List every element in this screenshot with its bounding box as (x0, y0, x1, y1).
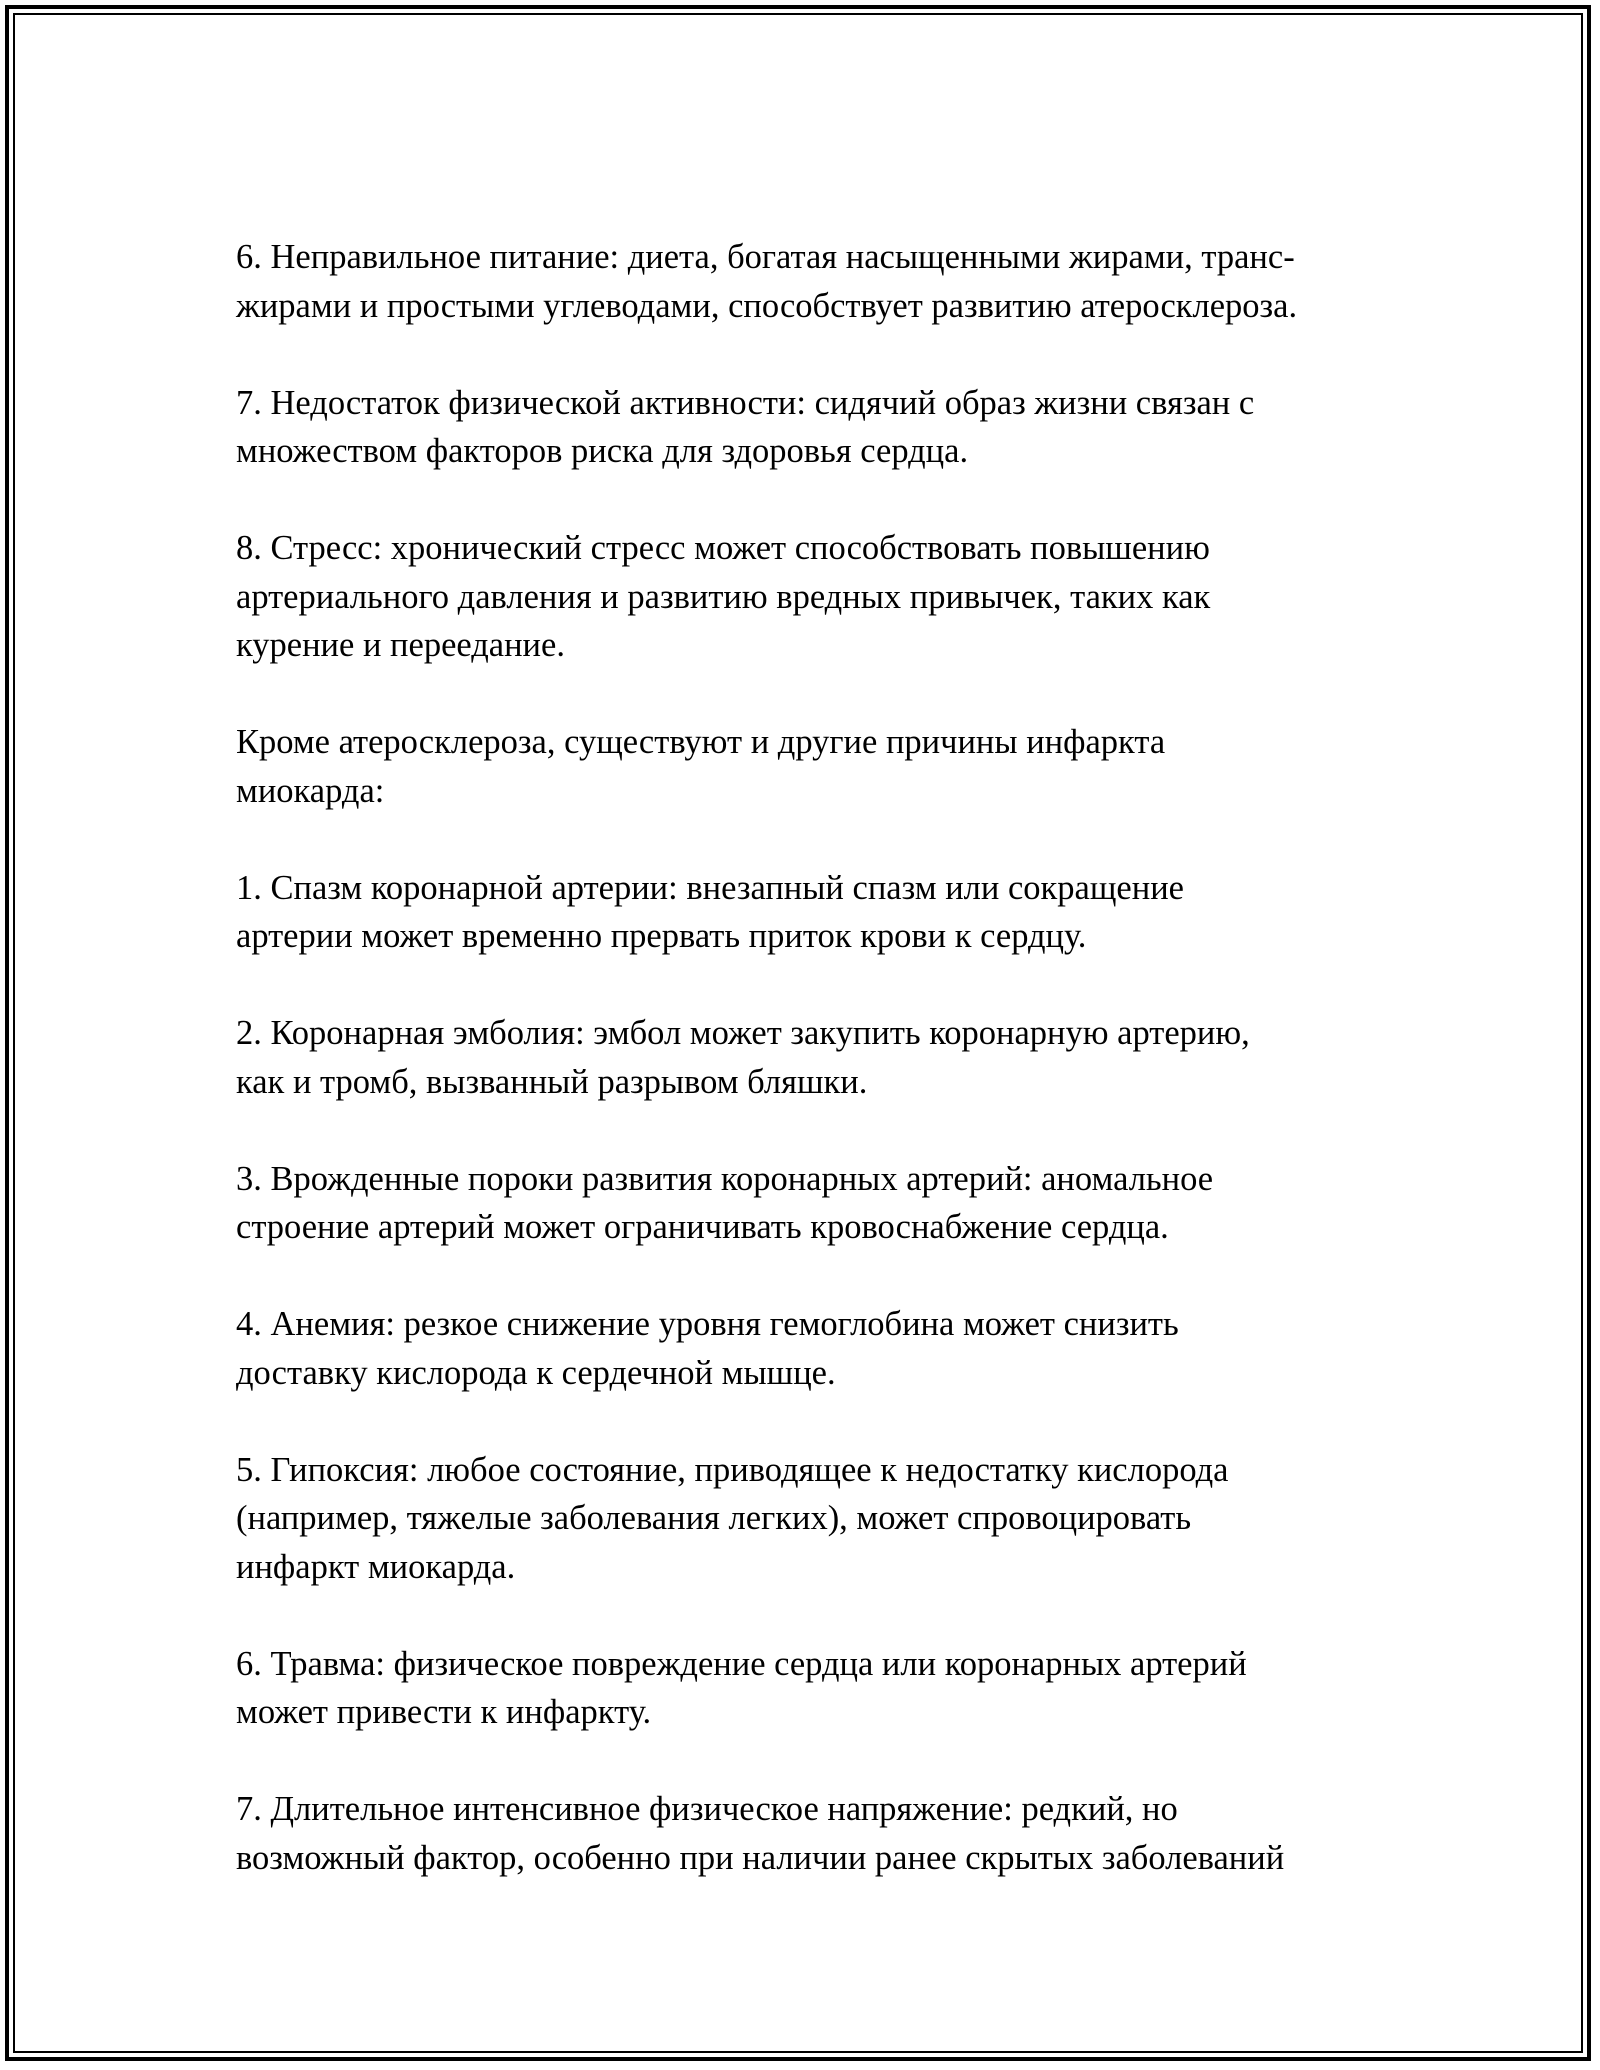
paragraph-hypoxia: 5. Гипоксия: любое состояние, приводящее к недостатку кислорода (например, тяжелые заболевания легких), может спровоцировать инфаркт миокарда. (236, 1450, 1229, 1586)
paragraph-congenital-defects: 3. Врожденные пороки развития коронарных артерий: аномальное строение артерий может ограничивать кровоснабжение сердца. (236, 1159, 1214, 1246)
paragraph-coronary-spasm: 1. Спазм коронарной артерии: внезапный спазм или сокращение артерии может временно прервать приток крови к сердцу. (236, 868, 1184, 955)
paragraph-physical-strain: 7. Длительное интенсивное физическое напряжение: редкий, но возможный фактор, особенно при наличии ранее скрытых заболеваний (236, 1790, 1285, 1877)
paragraph-anemia: 4. Анемия: резкое снижение уровня гемоглобина может снизить доставку кислорода к сердечной мышце. (236, 1305, 1179, 1392)
paragraph-poor-diet: 6. Неправильное питание: диета, богатая насыщенными жирами, транс- жирами и простыми углеводами, способствует развитию атеросклероза. (236, 238, 1298, 325)
paragraph-physical-inactivity: 7. Недостаток физической активности: сидячий образ жизни связан с множеством факторов риска для здоровья сердца. (236, 383, 1255, 470)
paragraph-stress: 8. Стресс: хронический стресс может способствовать повышению артериального давления и развитию вредных привычек, таких как курение и переедание. (236, 529, 1211, 664)
paragraph-other-causes-intro: Кроме атеросклероза, существуют и другие причины инфаркта миокарда: (236, 723, 1166, 810)
document-body (236, 233, 1386, 1882)
paragraph-coronary-embolism: 2. Коронарная эмболия: эмбол может закупить коронарную артерию, как и тромб, вызванный разрывом бляшки. (236, 1014, 1250, 1101)
paragraph-trauma: 6. Травма: физическое повреждение сердца или коронарных артерий может привести к инфаркту. (236, 1644, 1247, 1731)
